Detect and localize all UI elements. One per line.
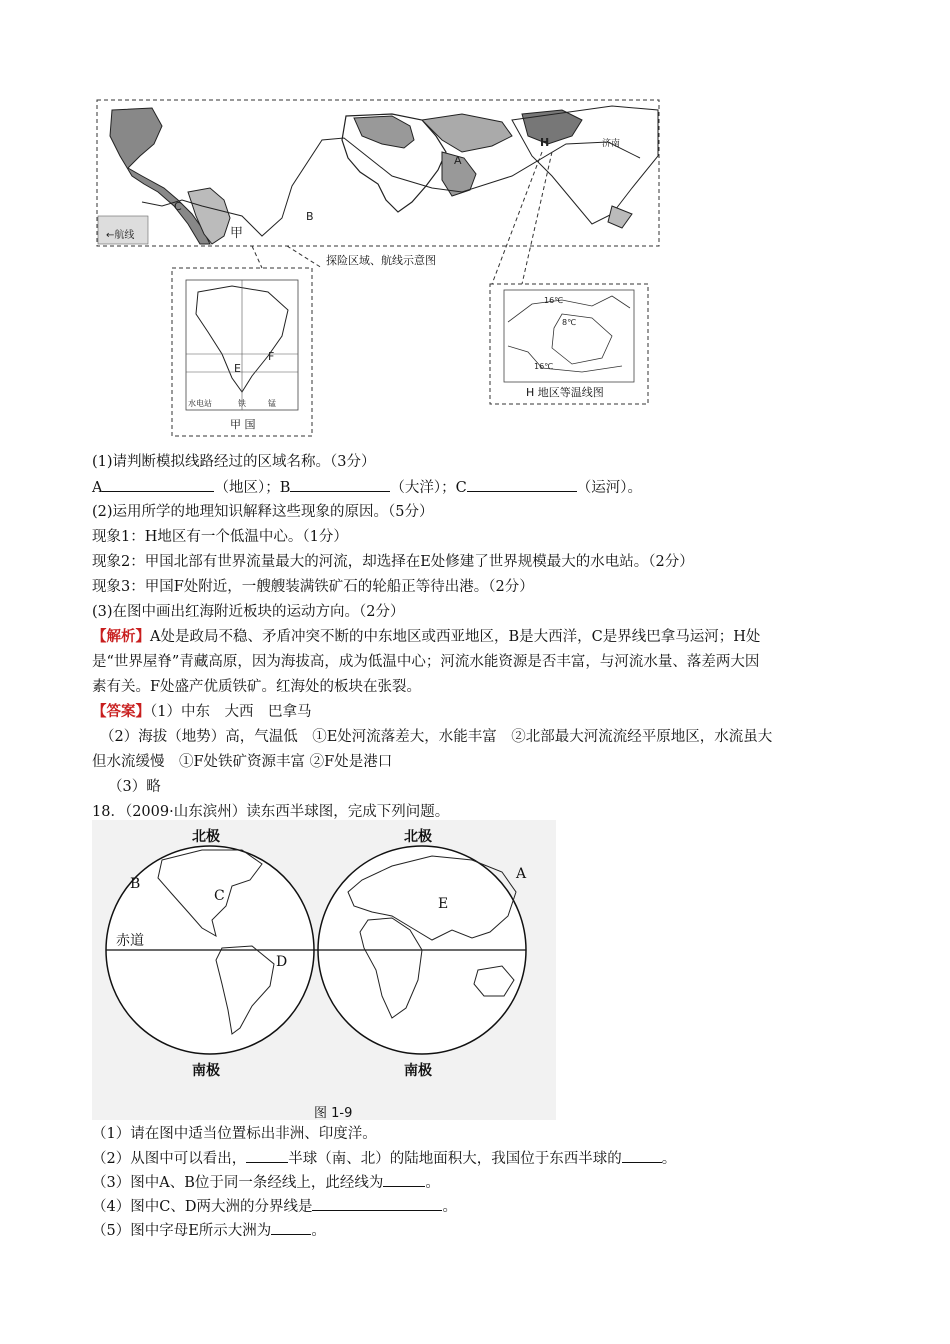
phenomenon-2: 现象2：甲国北部有世界流量最大的河流，却选择在E处修建了世界规模最大的水电站。（2分） <box>92 554 694 570</box>
map-label-jia: 甲 <box>230 226 244 241</box>
q18-sub1: （1）请在图中适当位置标出非洲、印度洋。 <box>92 1126 377 1142</box>
q18-sub4-text-a: （4）图中C、D两大洲的分界线是 <box>92 1199 313 1215</box>
hemisphere-label-a: A <box>516 866 527 882</box>
q17-part2: (2)运用所学的地理知识解释这些现象的原因。（5分） <box>92 504 434 520</box>
analysis-line-1 <box>92 627 760 647</box>
inset-jia-label-e: E <box>234 362 241 375</box>
inset-jia-label-f: F <box>268 350 275 363</box>
phenomenon-3: 现象3：甲国F处附近，一艘艘装满铁矿石的轮船正等待出港。（2分） <box>92 579 534 595</box>
q17-part3: (3)在图中画出红海附近板块的运动方向。（2分） <box>92 604 405 620</box>
q18-sub2 <box>92 1148 676 1169</box>
answer-line-1 <box>92 702 311 722</box>
manganese-legend: 锰 <box>268 399 276 408</box>
phenomenon-1: 现象1：H地区有一个低温中心。（1分） <box>92 529 348 545</box>
fill-c-label: （大洋）；C <box>390 480 467 496</box>
q18-sub2-text-c: 。 <box>661 1151 677 1167</box>
answer-blank-a[interactable] <box>102 477 214 492</box>
analysis-line-2: 是“世界屋脊”青藏高原，因为海拔高，成为低温中心；河流水能资源是否丰富，与河流水量、落差两大因 <box>92 654 760 670</box>
map-label-c: C <box>174 200 182 213</box>
hemisphere-map <box>92 820 556 1120</box>
hemisphere-drawing <box>92 820 556 1120</box>
answer-text-1: （1）中东 大西 巴拿马 <box>150 704 312 720</box>
isotherm-label-1: 16℃ <box>544 296 564 305</box>
iron-legend: 铁 <box>238 399 246 408</box>
figure-caption: 图 1-9 <box>314 1106 353 1121</box>
q18-sub4 <box>92 1196 457 1217</box>
q18-sub5-text-b: 。 <box>311 1223 326 1239</box>
answer-blank-b[interactable] <box>290 477 390 492</box>
fill-b-label: （地区）；B <box>214 480 291 496</box>
map-caption: 探险区域、航线示意图 <box>326 254 436 267</box>
west-north-pole-label: 北极 <box>192 829 220 845</box>
analysis-tag: 【解析】 <box>92 628 150 645</box>
hemisphere-label-d: D <box>276 954 288 970</box>
west-south-pole-label: 南极 <box>192 1063 220 1079</box>
q18-blank-boundary[interactable] <box>312 1196 442 1211</box>
map-label-h: H <box>540 136 550 149</box>
q18-blank-meridian[interactable] <box>383 1172 425 1187</box>
answer-tag: 【答案】 <box>92 703 150 720</box>
q18-sub5 <box>92 1220 326 1241</box>
analysis-line-3: 素有关。F处盛产优质铁矿。红海处的板块在张裂。 <box>92 679 422 695</box>
isotherm-label-3: 16℃ <box>534 362 554 371</box>
map-label-a: A <box>454 154 462 167</box>
q17-part1: (1)请判断模拟线路经过的区域名称。（3分） <box>92 454 376 470</box>
answer-line-2: （2）海拔（地势）高，气温低 ①E处河流落差大，水能丰富 ②北部最大河流流经平原地区，水流虽大 <box>100 729 773 745</box>
inset-h-title: H 地区等温线图 <box>526 386 604 399</box>
fill-end-label: （运河）。 <box>576 480 642 496</box>
answer-line-4: （3）略 <box>108 779 161 795</box>
q17-part1-fill <box>92 477 642 498</box>
q18-blank-continent[interactable] <box>271 1220 311 1235</box>
q18-title: 18．（2009·山东滨州）读东西半球图，完成下列问题。 <box>92 804 450 820</box>
q18-sub4-text-b: 。 <box>442 1199 457 1215</box>
exploration-route-map <box>92 96 664 440</box>
equator-label: 赤道 <box>116 933 144 949</box>
analysis-text-1: A处是政局不稳、矛盾冲突不断的中东地区或西亚地区，B是大西洋，C是界线巴拿马运河；H处 <box>150 629 761 645</box>
hemisphere-label-c: C <box>214 888 225 904</box>
hemisphere-label-b: B <box>130 876 141 892</box>
hemisphere-label-e: E <box>438 896 449 912</box>
east-north-pole-label: 北极 <box>404 829 432 845</box>
q18-blank-china-location[interactable] <box>622 1148 662 1163</box>
q18-sub2-text-b: 半球（南、北）的陆地面积大，我国位于东西半球的 <box>288 1151 622 1167</box>
answer-blank-c[interactable] <box>467 477 577 492</box>
inset-jia-title: 甲 国 <box>230 418 256 431</box>
answer-line-3: 但水流缓慢 ①F处铁矿资源丰富 ②F处是港口 <box>92 754 393 770</box>
q18-sub3-text-b: 。 <box>425 1175 440 1191</box>
east-south-pole-label: 南极 <box>404 1063 432 1079</box>
map-label-jinan: 济南 <box>602 139 621 149</box>
q18-sub5-text-a: （5）图中字母E所示大洲为 <box>92 1223 272 1239</box>
isotherm-label-2: 8℃ <box>562 318 577 327</box>
q18-blank-hemisphere[interactable] <box>246 1148 288 1163</box>
map-label-b: B <box>306 210 314 223</box>
hydropower-legend: 水电站 <box>188 399 212 408</box>
fill-a-label: A <box>92 480 103 496</box>
route-legend: ←航线 <box>106 230 135 241</box>
q18-sub3-text-a: （3）图中A、B位于同一条经线上，此经线为 <box>92 1175 384 1191</box>
q18-sub2-text-a: （2）从图中可以看出， <box>92 1151 247 1167</box>
q18-sub3 <box>92 1172 440 1193</box>
